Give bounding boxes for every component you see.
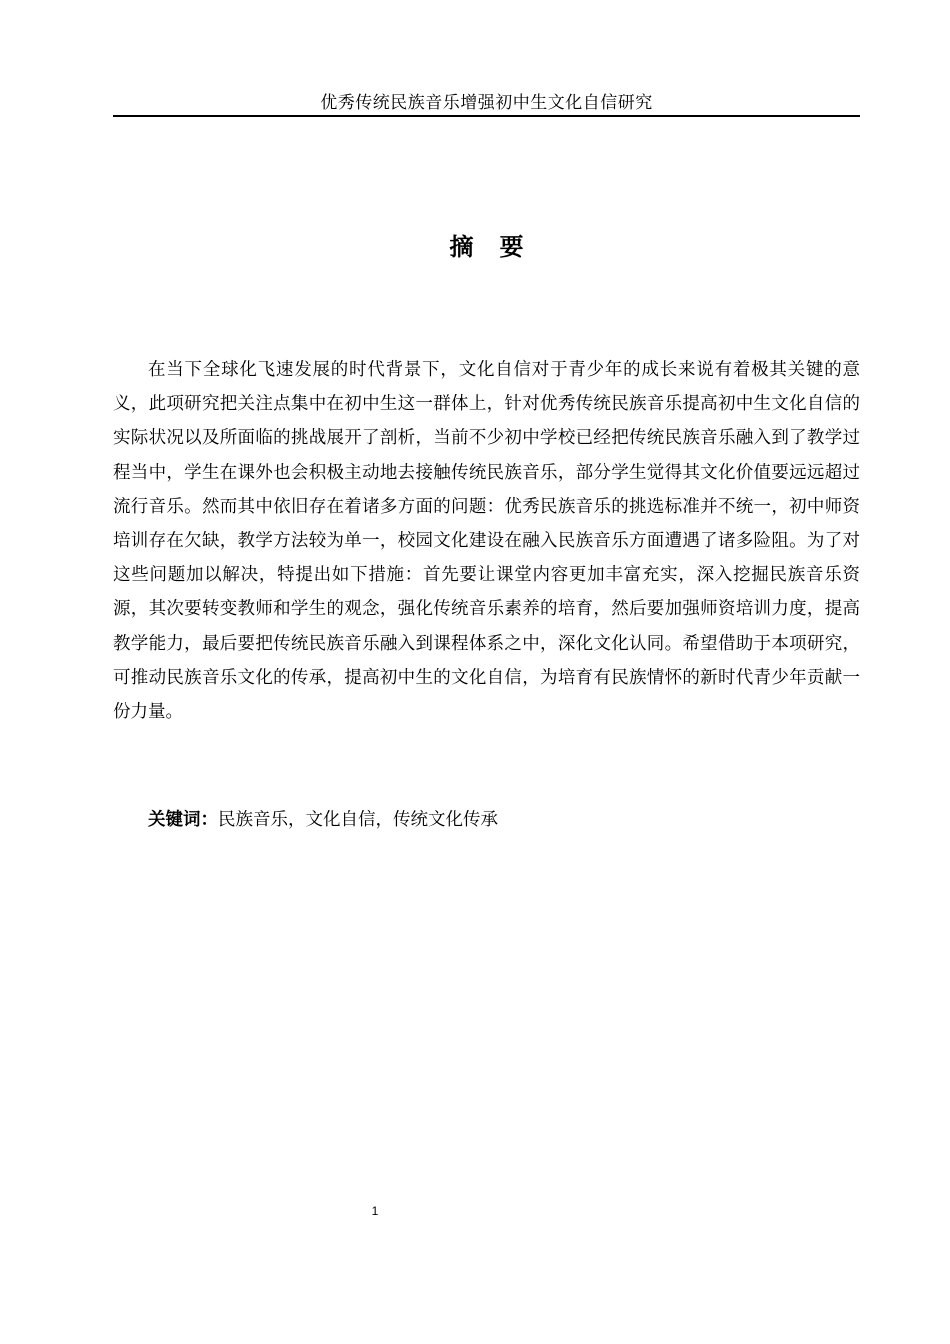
- keywords-label: 关键词：: [148, 810, 218, 830]
- abstract-title-char-2: 要: [499, 233, 524, 261]
- header-rule: [113, 115, 860, 117]
- keywords-line: [113, 803, 860, 837]
- running-header: 优秀传统民族音乐增强初中生文化自信研究: [320, 93, 653, 113]
- abstract-title-char-1: 摘: [449, 233, 474, 261]
- abstract-title: [113, 230, 860, 264]
- abstract-body: 在当下全球化飞速发展的时代背景下，文化自信对于青少年的成长来说有着极其关键的意义，此项研究把关注点集中在初中生这一群体上，针对优秀传统民族音乐提高初中生文化自信的实际状况以及所面临的挑战展开了剖析，当前不少初中学校已经把传统民族音乐融入到了教学过程当中，学生在课外也会积极主动地去接触传统民族音乐，部分学生觉得其文化价值要远远超过流行音乐。然而其中依旧存在着诸多方面的问题：优秀民族音乐的挑选标准并不统一，初中师资培训存在欠缺，教学方法较为单一，校园文化建设在融入民族音乐方面遭遇了诸多险阻。为了对这些问题加以解决，特提出如下措施：首先要让课堂内容更加丰富充实，深入挖掘民族音乐资源，其次要转变教师和学生的观念，强化传统音乐素养的培育，然后要加强师资培训力度，提高教学能力，最后要把传统民族音乐融入到课程体系之中，深化文化认同。希望借助于本项研究，可推动民族音乐文化的传承，提高初中生的文化自信，为培育有民族情怀的新时代青少年贡献一份力量。: [113, 360, 860, 723]
- page-number: 1: [371, 1204, 379, 1218]
- keywords-text: 民族音乐，文化自信，传统文化传承: [218, 810, 498, 830]
